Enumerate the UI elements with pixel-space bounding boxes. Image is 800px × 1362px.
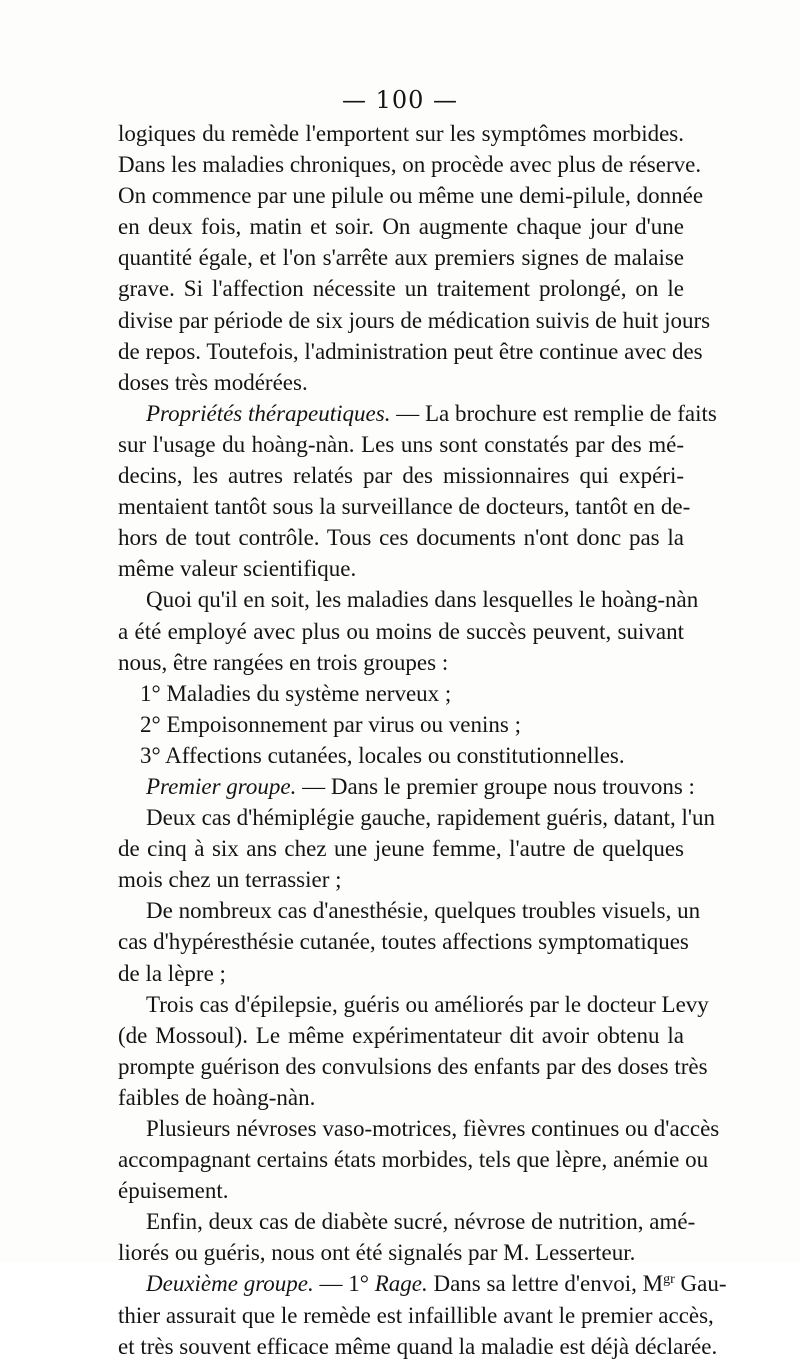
text-line: mois chez un terrassier ; bbox=[118, 867, 342, 893]
page-number: — 100 — bbox=[341, 86, 459, 114]
text-run: — La brochure est remplie de faits bbox=[390, 400, 717, 426]
text-line: de la lèpre ; bbox=[118, 960, 226, 986]
text-line: Deux cas d'hémiplégie gauche, rapidement guéris, datant, l'un bbox=[146, 805, 716, 831]
text-line: decins, les autres relatés par des missionnaires qui expéri- bbox=[118, 463, 684, 489]
text-run: Gau- bbox=[674, 1271, 727, 1297]
text-line: de repos. Toutefois, l'administration peut être continue avec des bbox=[118, 338, 703, 364]
text-line: Plusieurs névroses vaso-motrices, fièvres continues ou d'accès bbox=[146, 1116, 720, 1141]
body-text bbox=[118, 118, 727, 1362]
section-heading: Propriétés thérapeutiques. bbox=[146, 400, 391, 426]
text-line: même valeur scientifique. bbox=[118, 556, 357, 582]
text-line: et très souvent efficace même quand la maladie est déjà déclarée. bbox=[118, 1333, 718, 1359]
text-line: de cinq à six ans chez une jeune femme, l'autre de quelques bbox=[118, 836, 684, 862]
text-line: prompte guérison des convulsions des enfants par des doses très bbox=[118, 1053, 708, 1079]
text-line: hors de tout contrôle. Tous ces documents n'ont donc pas la bbox=[118, 525, 684, 551]
text-line bbox=[118, 398, 717, 429]
text-line bbox=[118, 771, 695, 802]
text-line: accompagnant certains états morbides, tels que lèpre, anémie ou bbox=[118, 1147, 709, 1173]
text-line bbox=[118, 1268, 727, 1299]
text-line: grave. Si l'affection nécessite un traitement prolongé, on le bbox=[118, 276, 684, 302]
text-line: (de Mossoul). Le même expérimentateur dit avoir obtenu la bbox=[118, 1022, 684, 1048]
text-line: divise par période de six jours de médication suivis de huit jours bbox=[118, 307, 711, 333]
text-line: nous, être rangées en trois groupes : bbox=[118, 649, 449, 675]
text-line: Enfin, deux cas de diabète sucré, névrose de nutrition, amé- bbox=[146, 1209, 696, 1235]
list-item: 3° Affections cutanées, locales ou constitutionnelles. bbox=[140, 742, 625, 768]
text-run: — Dans le premier groupe nous trouvons : bbox=[296, 773, 695, 799]
text-line: De nombreux cas d'anesthésie, quelques troubles visuels, un bbox=[146, 898, 701, 924]
text-line: doses très modérées. bbox=[118, 369, 308, 395]
text-line: faibles de hoàng-nàn. bbox=[118, 1084, 316, 1110]
text-line: quantité égale, et l'on s'arrête aux premiers signes de malaise bbox=[118, 245, 684, 271]
text-line: a été employé avec plus ou moins de succès peuvent, suivant bbox=[118, 618, 684, 644]
text-line: en deux fois, matin et soir. On augmente chaque jour d'une bbox=[118, 214, 684, 240]
superscript: gr bbox=[663, 1272, 675, 1288]
list-item: 2° Empoisonnement par virus ou venins ; bbox=[140, 711, 521, 737]
text-line: logiques du remède l'emportent sur les symptômes morbides. bbox=[118, 121, 684, 146]
text-run: — 1° bbox=[313, 1271, 375, 1297]
text-run: Dans sa lettre d'envoi, M bbox=[427, 1271, 664, 1297]
section-heading: Deuxième groupe. bbox=[146, 1271, 314, 1297]
text-line: liorés ou guéris, nous ont été signalés par M. Lesserteur. bbox=[118, 1240, 636, 1266]
text-line: Dans les maladies chroniques, on procède avec plus de réserve. bbox=[118, 152, 702, 178]
text-line: thier assurait que le remède est infaillible avant le premier accès, bbox=[118, 1302, 714, 1328]
text-line: mentaient tantôt sous la surveillance de docteurs, tantôt en de- bbox=[118, 494, 691, 520]
list-item: 1° Maladies du système nerveux ; bbox=[140, 680, 452, 706]
section-heading: Premier groupe. bbox=[146, 773, 297, 799]
text-line: On commence par une pilule ou même une demi-pilule, donnée bbox=[118, 183, 704, 209]
text-line: sur l'usage du hoàng-nàn. Les uns sont constatés par des mé- bbox=[118, 431, 684, 457]
text-line: Quoi qu'il en soit, les maladies dans lesquelles le hoàng-nàn bbox=[146, 587, 699, 613]
text-line: Trois cas d'épilepsie, guéris ou améliorés par le docteur Levy bbox=[146, 991, 709, 1017]
text-line: épuisement. bbox=[118, 1178, 229, 1204]
subsection-heading: Rage. bbox=[374, 1271, 428, 1297]
text-line: cas d'hypéresthésie cutanée, toutes affections symptomatiques bbox=[118, 929, 689, 955]
